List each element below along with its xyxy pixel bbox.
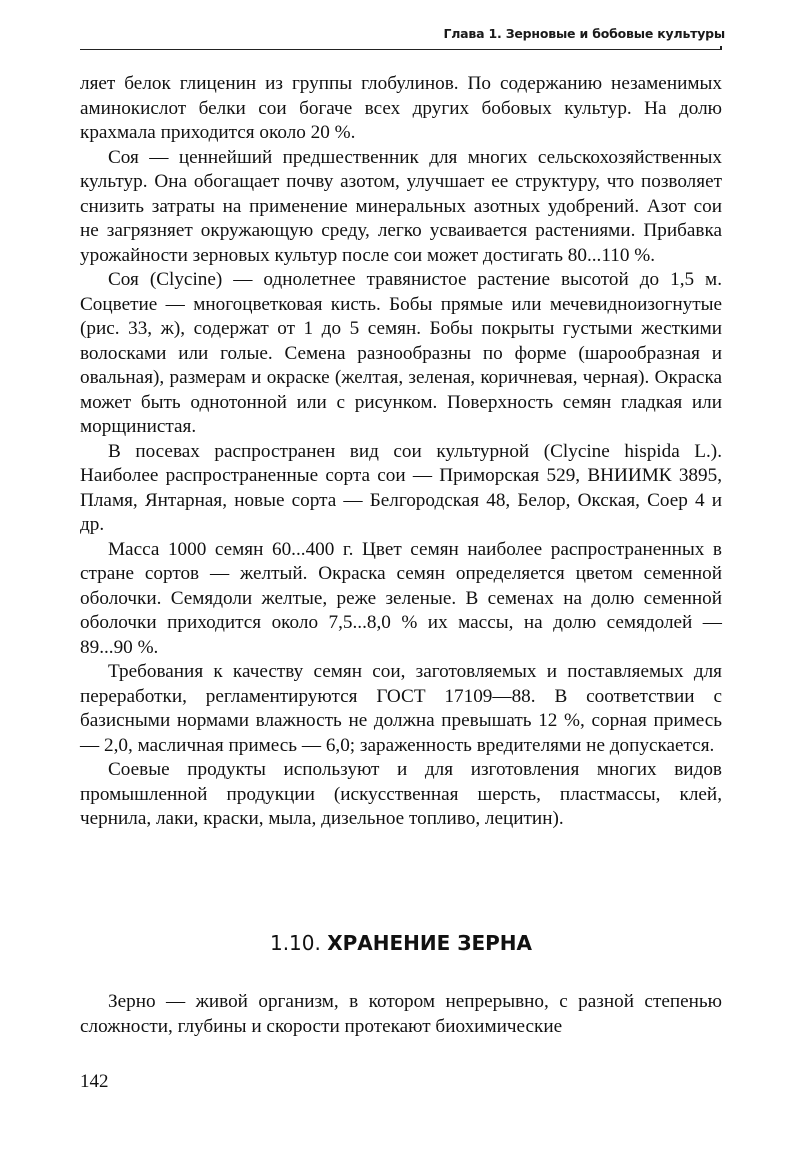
running-head: Глава 1. Зерновые и бобовые культуры	[443, 26, 725, 41]
paragraph-soy-products: Соевые продукты используют и для изготовления многих видов промышленной продукции (искусственная шерсть, пластмассы, клей, чернила, лаки, краски, мыла, дизельное топливо, лецитин).	[80, 759, 722, 829]
body-text	[80, 72, 722, 832]
paragraph-soy-varieties: В посевах распространен вид сои культурной (Clycine hispida L.). Наиболее распространенные сорта сои — Приморская 529, ВНИИМК 3895, Пламя, Янтарная, новые сорта — Белгородская 48, Белор, Окская, Соер 4 и др.	[80, 440, 722, 535]
paragraph-soy-predecessor: Соя — ценнейший предшественник для многих сельскохозяйственных культур. Она обогащает почву азотом, улучшает ее структуру, что позволяет снизить затраты на применение минеральных азотных удобрений. Азот сои не загрязняет окружающую среду, легко усваивается растениями. Прибавка урожайности зерновых культур после сои может достигать 80...110 %.	[80, 146, 722, 266]
section-heading	[80, 931, 722, 955]
header-rule	[80, 49, 722, 50]
section-title: ХРАНЕНИЕ ЗЕРНА	[327, 931, 533, 955]
paragraph-seed-mass: Масса 1000 семян 60...400 г. Цвет семян наиболее распространенных в стране сортов — желтый. Окраска семян определяется цветом семенной оболочки. Семядоли желтые, реже зеленые. В семенах на долю семенной оболочки приходится около 7,5...8,0 % их массы, на долю семядолей — 89...90 %.	[80, 538, 722, 658]
section-number: 1.10.	[269, 931, 321, 955]
paragraph-soy-description: Соя (Clycine) — однолетнее травянистое растение высотой до 1,5 м. Соцветие — многоцветковая кисть. Бобы прямые или мечевидноизогнутые (рис. 33, ж), содержат от 1 до 5 семян. Бобы покрыты густыми жесткими волосками или голые. Семена разнообразны по форме (шарообразная и овальная), размерам и окраске (желтая, зеленая, коричневая, черная). Окраска может быть однотонной или с рисунком. Поверхность семян гладкая или морщинистая.	[80, 269, 722, 437]
paragraph-quality-requirements: Требования к качеству семян сои, заготовляемых и поставляемых для переработки, регламентируются ГОСТ 17109—88. В соответствии с базисными нормами влажность не должна превышать 12 %, сорная примесь — 2,0, масличная примесь — 6,0; зараженность вредителями не допускается.	[80, 661, 722, 756]
paragraph-grain-living: Зерно — живой организм, в котором непрерывно, с разной степенью сложности, глубины и скорости протекают биохимические	[80, 991, 722, 1037]
section-body-text	[80, 990, 722, 1039]
page-number: 142	[80, 1071, 109, 1092]
paragraph-continuation: ляет белок глиценин из группы глобулинов. По содержанию незаменимых аминокислот белки сои богаче всех других бобовых культур. На долю крахмала приходится около 20 %.	[80, 73, 722, 143]
